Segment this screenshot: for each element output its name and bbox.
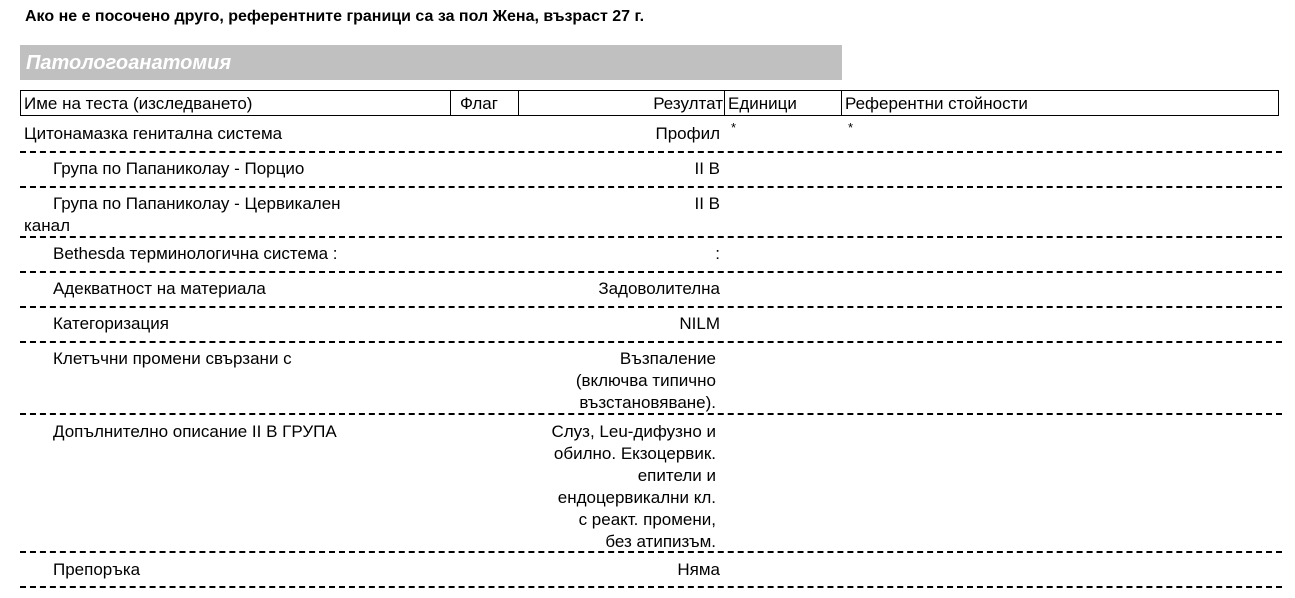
- test-result: Профил: [655, 124, 720, 143]
- test-result-line: обилно. Екзоцервик.: [553, 444, 716, 463]
- test-name: Bethesda терминологична система :: [53, 244, 338, 263]
- table-header: [20, 90, 1279, 116]
- header-result: Резултат: [518, 91, 724, 115]
- test-result-line: Слуз, Leu-дифузно и: [551, 422, 716, 441]
- row-divider: [20, 306, 1282, 308]
- test-name-continuation: канал: [24, 216, 71, 235]
- test-result: :: [715, 244, 720, 263]
- test-result: NILM: [679, 314, 720, 333]
- test-result: II В: [694, 159, 720, 178]
- row-divider: [20, 341, 1282, 343]
- test-result: II В: [694, 194, 720, 213]
- table-row: [20, 312, 1282, 340]
- table-row: [20, 157, 1282, 185]
- test-name: Адекватност на материала: [53, 279, 266, 298]
- reference-note: Ако не е посочено друго, референтните граници са за пол Жена, възраст 27 г.: [25, 8, 645, 25]
- section-title: Патологоанатомия: [26, 52, 232, 74]
- test-name: Допълнително описание II В ГРУПА: [53, 422, 337, 441]
- table-row: [20, 192, 1282, 236]
- test-result-line: без атипизъм.: [605, 532, 716, 551]
- table-row: [20, 122, 1282, 150]
- table-row: [20, 347, 1282, 413]
- row-divider: [20, 271, 1282, 273]
- table-row: [20, 420, 1282, 552]
- test-result: Задоволителна: [598, 279, 720, 298]
- test-result-line: Възпаление: [619, 349, 716, 368]
- table-row: [20, 558, 1282, 586]
- test-result-line: с реакт. промени,: [578, 510, 716, 529]
- test-result-line: ендоцервикални кл.: [557, 488, 716, 507]
- test-name: Група по Папаниколау - Цервикален: [53, 194, 341, 213]
- header-test-name: Име на теста (изследването): [24, 94, 253, 113]
- section-header: [20, 45, 842, 80]
- table-row: [20, 242, 1282, 270]
- test-unit: *: [731, 120, 737, 135]
- header-reference: Референтни стойности: [841, 91, 1279, 115]
- row-divider: [20, 186, 1282, 188]
- test-result-line: възстановяване).: [579, 393, 716, 412]
- test-name: Група по Папаниколау - Порцио: [53, 159, 305, 178]
- table-row: [20, 277, 1282, 305]
- header-units: Единици: [724, 91, 841, 115]
- row-divider: [20, 551, 1282, 553]
- test-name: Цитонамазка генитална система: [24, 124, 283, 143]
- test-result-line: епители и: [637, 466, 716, 485]
- row-divider: [20, 151, 1282, 153]
- row-divider: [20, 586, 1282, 588]
- row-divider: [20, 236, 1282, 238]
- row-divider: [20, 413, 1282, 415]
- test-name: Препоръка: [53, 560, 141, 579]
- test-result: Няма: [677, 560, 720, 579]
- test-name: Категоризация: [53, 314, 169, 333]
- test-reference: *: [848, 120, 854, 135]
- test-result-line: (включва типично: [575, 371, 716, 390]
- test-name: Клетъчни промени свързани с: [53, 349, 292, 368]
- header-flag: Флаг: [450, 91, 518, 115]
